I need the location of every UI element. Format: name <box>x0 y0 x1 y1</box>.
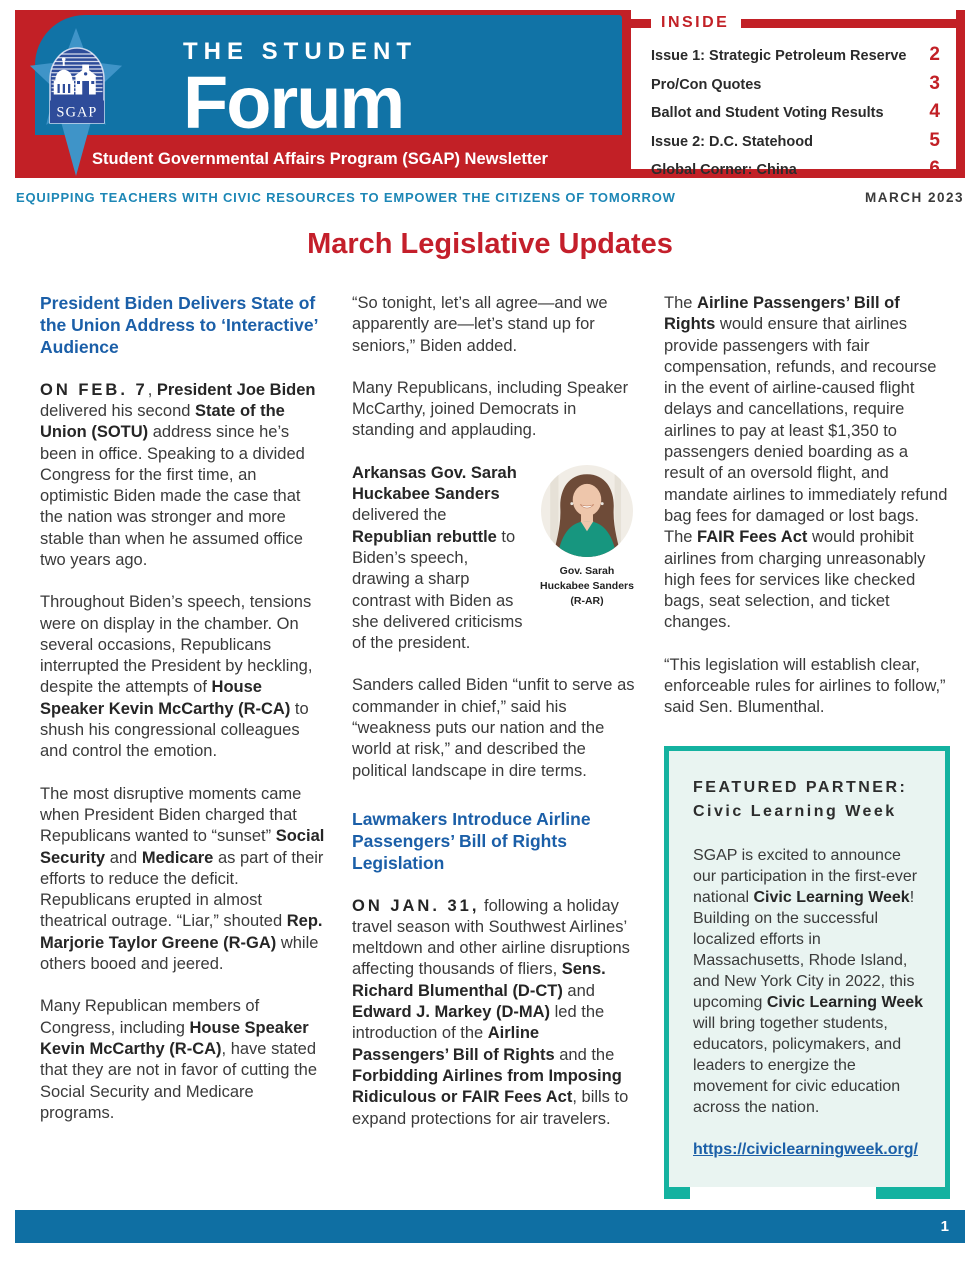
inside-title: INSIDE <box>661 14 730 31</box>
toc-item-label: Issue 1: Strategic Petroleum Reserve <box>651 48 907 64</box>
article2-heading: Lawmakers Introduce Airline Passengers’ Bill of Rights Legislation <box>352 808 591 873</box>
photo-caption: Gov. Sarah Huckabee Sanders (R-AR) <box>540 564 634 608</box>
featured-heading-line2: Civic Learning Week <box>693 803 897 821</box>
article2-paragraph: “This legislation will establish clear, enforceable rules for airlines to follow,” said Sen. Blumenthal. <box>664 655 946 717</box>
sanders-photo-figure <box>536 465 638 610</box>
article1-paragraph: The most disruptive moments came when President Biden charged that Republicans wanted to “sunset” Social Security and Medicare as part of their efforts to reduce the deficit. Republicans erupted in almost theatrical outrage. “Liar,” shouted Rep. Marjorie Taylor Greene (R-GA) while others booed and jeered. <box>40 784 325 974</box>
legend-bar <box>741 19 956 28</box>
issue-date: MARCH 2023 <box>864 190 964 205</box>
featured-partner-body: SGAP is excited to announce our participation in the first-ever national Civic Learning Week! Building on the successful localized efforts in Massachusetts, Rhode Island, and New York City in 2022, this upcoming Civic Learning Week will bring together students, educators, policymakers, and leaders to energize the movement for civic education across the nation. <box>693 847 924 1117</box>
article1-paragraph: Many Republican members of Congress, including House Speaker Kevin McCarthy (R-CA), have stated that they are not in favor of cutting the Social Security and Medicare programs. <box>40 997 318 1122</box>
newsletter-subtitle: Student Governmental Affairs Program (SGAP) Newsletter <box>92 150 548 168</box>
civic-learning-week-link[interactable]: https://civiclearningweek.org/ <box>693 1141 918 1159</box>
toc-item-page: 5 <box>929 129 940 151</box>
article1-paragraph: Throughout Biden’s speech, tensions were on display in the chamber. On several occasions, Republicans interrupted the President by heckling, despite the attempts of House Speaker Kevin McCarthy (R-CA) to shush his congressional colleagues and control the emotion. <box>40 593 313 761</box>
newsletter-title-block <box>183 38 417 144</box>
tagline-row <box>16 190 964 205</box>
article1-paragraph: Sanders called Biden “unfit to serve as commander in chief,” said his “weakness puts our nation and the world at risk,” and described the political landscape in dire terms. <box>352 676 635 780</box>
inside-legend <box>631 10 956 32</box>
toc-item[interactable] <box>651 44 940 73</box>
toc-item[interactable] <box>651 101 940 130</box>
article1-paragraph: ON FEB. 7, President Joe Biden delivered his second State of the Union (SOTU) address since he’s been in office. Speaking to a divided Congress for the first time, an optimistic Biden made the case that the nation was stronger and more stable than when he assumed office two years ago. <box>40 380 316 569</box>
newsletter-title: Forum <box>183 61 404 144</box>
toc-item-label: Ballot and Student Voting Results <box>651 105 884 121</box>
page-number: 1 <box>940 1218 949 1235</box>
toc-item-page: 6 <box>929 158 940 179</box>
page-title: March Legislative Updates <box>307 228 673 260</box>
toc-item-page: 4 <box>929 101 940 122</box>
sanders-portrait-photo <box>541 465 633 557</box>
featured-partner-heading <box>693 776 925 826</box>
toc-item-label: Pro/Con Quotes <box>651 76 762 93</box>
column-2 <box>352 293 638 1187</box>
newsletter-kicker: THE STUDENT <box>183 38 417 65</box>
toc-list <box>631 32 956 187</box>
toc-item[interactable] <box>651 158 940 187</box>
toc-item-page: 3 <box>929 72 940 94</box>
article1-paragraph: “So tonight, let’s all agree—and we apparently are—let’s stand up for seniors,” Biden added. <box>352 294 608 355</box>
masthead-banner <box>15 10 622 178</box>
mission-tagline: EQUIPPING TEACHERS WITH CIVIC RESOURCES TO EMPOWER THE CITIZENS OF TOMORROW <box>16 190 676 205</box>
toc-item-label: Global Corner: China <box>651 162 797 178</box>
article1-paragraph: Arkansas Gov. Sarah Huckabee Sanders delivered the Republian rebuttle to Biden’s speech, drawing a sharp contrast with Biden as she delivered criticisms of the president. <box>352 463 523 653</box>
article1-paragraph: Many Republicans, including Speaker McCarthy, joined Democrats in standing and applauding. <box>352 378 629 440</box>
article-columns <box>40 293 950 1187</box>
featured-heading-line1: FEATURED PARTNER: <box>693 778 908 796</box>
masthead <box>15 10 965 178</box>
column-1 <box>40 293 326 1187</box>
toc-item-label: Issue 2: D.C. Statehood <box>651 133 813 150</box>
article2-paragraph: The Airline Passengers’ Bill of Rights would ensure that airlines provide passengers with fair compensation, refunds, and recourse in the event of airline-caused flight delays and cancellations, require airlines to pay at least $1,350 to passengers denied boarding as a result of an oversold flight, and mandate airlines to immediately refund bag fees for damaged or lost bags. The FAIR Fees Act would prohibit airlines from charging unreasonably high fees for services like checked bags, seat selection, and ticket changes. <box>664 294 948 632</box>
legend-stub <box>631 19 651 28</box>
toc-item[interactable] <box>651 130 940 159</box>
article1-heading: President Biden Delivers State of the Union Address to ‘Interactive’ Audience <box>40 293 318 357</box>
column-3 <box>664 293 950 1187</box>
sgap-capitol-badge-icon <box>47 41 107 127</box>
toc-item[interactable] <box>651 73 940 102</box>
article2-paragraph: ON JAN. 31, following a holiday travel season with Southwest Airlines’ meltdown and other airline disruptions affecting thousands of fliers, Sens. Richard Blumenthal (D-CT) and Edward J. Markey (D-MA) led the introduction of the Airline Passengers’ Bill of Rights and the Forbidding Airlines from Imposing Ridiculous or FAIR Fees Act, bills to expand protections for air travelers. <box>352 896 630 1128</box>
page-footer <box>15 1210 965 1243</box>
sgap-acronym: SGAP <box>56 104 98 121</box>
featured-partner-box <box>664 746 950 1187</box>
toc-item-page: 2 <box>929 44 940 65</box>
inside-toc <box>622 10 965 178</box>
